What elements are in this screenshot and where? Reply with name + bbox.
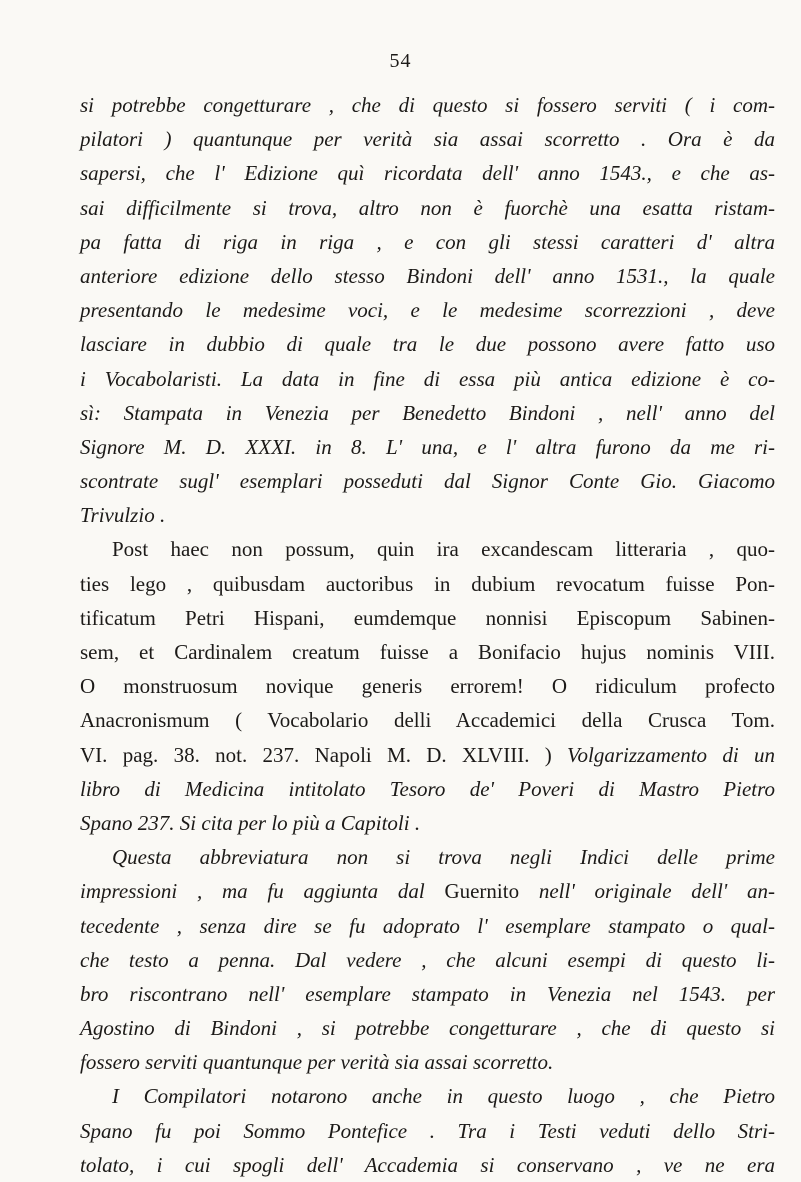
text-line	[80, 88, 775, 122]
text-segment: sì: Stampata in Venezia per Benedetto Bindoni , nell' anno del	[80, 400, 775, 425]
text-line	[80, 772, 775, 806]
text-segment: si potrebbe congetturare , che di questo si fossero serviti ( i com-	[80, 93, 775, 117]
text-segment: sapersi, che l' Edizione quì ricordata dell' anno 1543., e che as-	[80, 161, 775, 186]
text-segment: Post haec non possum, quin ira excandescam litteraria , quo-	[112, 537, 775, 562]
text-segment: i Vocabolaristi. La data in fine di essa più antica edizione è co-	[80, 366, 775, 391]
text-segment: che testo a penna. Dal vedere , che alcuni esempi di questo li-	[80, 947, 775, 972]
text-segment: ties lego , quibusdam auctoribus in dubium revocatum fuisse Pon-	[80, 571, 775, 596]
text-segment: nell' originale dell' an-	[519, 879, 776, 904]
text-segment: pilatori ) quantunque per verità sia assai scorretto . Ora è da	[80, 127, 775, 152]
text-line	[80, 601, 775, 635]
text-segment: sem, et Cardinalem creatum fuisse a Bonifacio hujus nominis VIII.	[80, 640, 775, 664]
text-segment: VI. pag. 38. not. 237. Napoli M. D. XLVIII. )	[80, 742, 568, 767]
text-line	[80, 840, 775, 874]
text-segment: Volgarizzamento di un	[567, 742, 775, 767]
text-line	[80, 738, 775, 772]
text-line	[80, 156, 775, 190]
text-line	[80, 498, 775, 532]
text-line	[80, 191, 775, 225]
text-segment: Signore M. D. XXXI. in 8. L' una, e l' altra furono da me ri-	[80, 434, 775, 459]
text-segment: I Compilatori notarono anche in questo luogo , che Pietro	[112, 1084, 775, 1109]
text-segment: scontrate sugl' esemplari posseduti dal Signor Conte Gio. Giacomo	[80, 469, 775, 494]
text-line	[80, 327, 775, 361]
text-line	[80, 362, 775, 396]
text-line	[80, 293, 775, 327]
text-segment: impressioni , ma fu aggiunta dal	[80, 879, 445, 904]
body-text	[80, 88, 775, 1182]
text-line	[80, 703, 775, 737]
text-line	[80, 874, 775, 908]
page-number: 54	[389, 50, 412, 72]
text-line	[80, 806, 775, 840]
text-segment: Guernito	[444, 879, 520, 904]
text-segment: pa fatta di riga in riga , e con gli stessi caratteri d' altra	[80, 229, 775, 254]
text-line	[80, 1011, 775, 1045]
text-segment: Trivulzio .	[80, 503, 166, 528]
text-line	[80, 977, 775, 1011]
text-line	[80, 943, 775, 977]
text-segment: anteriore edizione dello stesso Bindoni dell' anno 1531., la quale	[80, 263, 775, 288]
text-segment: bro riscontrano nell' esemplare stampato in Venezia nel 1543. per	[80, 981, 775, 1006]
text-line	[80, 567, 775, 601]
text-line	[80, 909, 775, 943]
text-line	[80, 635, 775, 669]
text-line	[80, 122, 775, 156]
text-segment: tecedente , senza dire se fu adoprato l' esemplare stampato o qual-	[80, 913, 775, 938]
text-line	[80, 1148, 775, 1182]
text-segment: libro di Medicina intitolato Tesoro de' Poveri di Mastro Pietro	[80, 776, 775, 801]
text-segment: Agostino di Bindoni , si potrebbe congetturare , che di questo si	[80, 1016, 775, 1041]
text-segment: Spano 237. Si cita per lo più a Capitoli .	[80, 810, 421, 835]
text-segment: Spano fu poi Sommo Pontefice . Tra i Testi veduti dello Stri-	[80, 1118, 775, 1143]
text-line	[80, 464, 775, 498]
text-line	[80, 259, 775, 293]
text-line	[80, 225, 775, 259]
text-line	[80, 396, 775, 430]
text-segment: lasciare in dubbio di quale tra le due possono avere fatto uso	[80, 332, 775, 357]
text-line	[80, 430, 775, 464]
text-line	[80, 669, 775, 703]
text-segment: Questa abbreviatura non si trova negli Indici delle prime	[112, 845, 775, 870]
text-segment: presentando le medesime voci, e le medesime scorrezzioni , deve	[80, 298, 775, 323]
text-segment: sai difficilmente si trova, altro non è fuorchè una esatta ristam-	[80, 195, 775, 220]
text-segment: O monstruosum novique generis errorem! O ridiculum profecto	[80, 674, 775, 699]
text-line	[80, 1114, 775, 1148]
text-segment: tolato, i cui spogli dell' Accademia si conservano , ve ne era	[80, 1152, 775, 1177]
text-segment: fossero serviti quantunque per verità sia assai scorretto.	[80, 1050, 554, 1075]
text-line	[80, 532, 775, 566]
text-line	[80, 1079, 775, 1113]
text-line	[80, 1045, 775, 1079]
text-segment: Anacronismum ( Vocabolario delli Accademici della Crusca Tom.	[80, 708, 775, 733]
text-segment: tificatum Petri Hispani, eumdemque nonnisi Episcopum Sabinen-	[80, 605, 775, 630]
